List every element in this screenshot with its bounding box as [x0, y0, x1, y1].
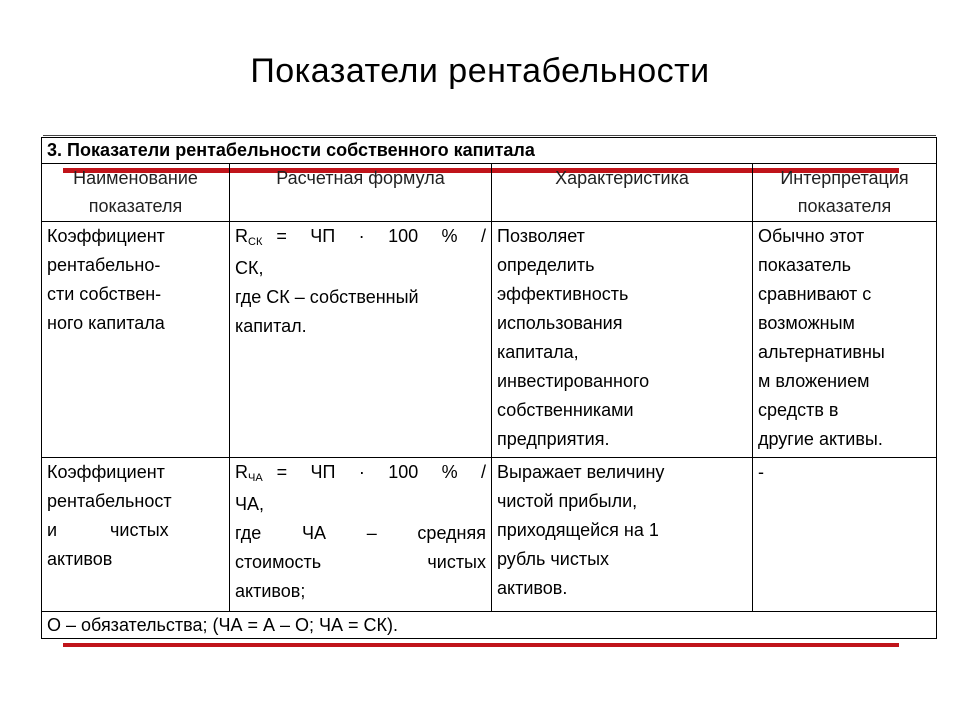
interpretation-cell: [753, 458, 937, 612]
header-formula: Расчетная формула: [230, 164, 492, 222]
formula-subscript: СК: [248, 236, 263, 248]
formula-line: ЧА,: [235, 494, 265, 514]
footnote: О – обязательства; (ЧА = А – О; ЧА = СК).: [42, 612, 937, 639]
name-line: рентабельно-: [47, 255, 161, 275]
char-line: капитала,: [497, 342, 579, 362]
formula-expression: = ЧП · 100 % /: [276, 226, 486, 246]
char-line: определить: [497, 255, 595, 275]
char-line: Выражает величину: [497, 462, 665, 482]
formula-symbol: R: [235, 462, 248, 482]
interp-line: сравнивают с: [758, 284, 872, 304]
formula-line: активов;: [235, 581, 306, 601]
interp-line: возможным: [758, 313, 855, 333]
shadow-line-top: [43, 135, 936, 136]
interp-line: Обычно этот: [758, 226, 865, 246]
formula-line: [235, 458, 486, 490]
header-characteristic: Характеристика: [492, 164, 753, 222]
indicators-table: [41, 137, 937, 639]
characteristic-cell: [492, 458, 753, 612]
char-line: эффективность: [497, 284, 629, 304]
char-line: инвестированного: [497, 371, 650, 391]
interp-line: показатель: [758, 255, 852, 275]
formula-symbol: R: [235, 226, 248, 246]
char-line: использования: [497, 313, 623, 333]
header-name: Наименование показателя: [42, 164, 230, 222]
interp-line: -: [758, 462, 764, 482]
footnote-row: [42, 612, 937, 639]
char-line: предприятия.: [497, 429, 610, 449]
section-title: 3. Показатели рентабельности собственного капитала: [42, 138, 937, 164]
formula-line: стоимость чистых: [235, 552, 486, 572]
char-line: приходящейся на 1: [497, 520, 659, 540]
formula-cell: [230, 222, 492, 458]
indicator-name-cell: [42, 222, 230, 458]
section-row: [42, 138, 937, 164]
name-line: и чистых: [47, 520, 169, 540]
header-row: [42, 164, 937, 222]
name-line-spread: [47, 280, 224, 309]
char-line: активов.: [497, 578, 568, 598]
red-accent-bar-bottom: [63, 643, 899, 647]
formula-expression: = ЧП · 100 % /: [276, 462, 486, 482]
name-line: Коэффициент: [47, 226, 165, 246]
formula-line: где ЧА – средняя: [235, 523, 486, 543]
table-row: [42, 222, 937, 458]
interp-line: альтернативны: [758, 342, 885, 362]
formula-line: [235, 222, 486, 254]
formula-line: СК,: [235, 258, 264, 278]
formula-subscript: ЧА: [248, 472, 263, 484]
interp-line: другие активы.: [758, 429, 883, 449]
name-line: рентабельност: [47, 491, 172, 511]
name-line: сти собствен-: [47, 284, 162, 304]
indicator-name-cell: [42, 458, 230, 612]
interp-line: средств в: [758, 400, 839, 420]
page-title: Показатели рентабельности: [250, 52, 710, 90]
characteristic-cell: [492, 222, 753, 458]
table-row: [42, 458, 937, 612]
name-line: ного капитала: [47, 313, 165, 333]
char-line: собственниками: [497, 400, 634, 420]
formula-line: где СК – собственный: [235, 287, 419, 307]
name-line: Коэффициент: [47, 462, 165, 482]
interp-line: м вложением: [758, 371, 870, 391]
name-line: активов: [47, 549, 113, 569]
char-line: Позволяет: [497, 226, 585, 246]
header-interpretation: Интерпретация показателя: [753, 164, 937, 222]
formula-cell: [230, 458, 492, 612]
char-line: чистой прибыли,: [497, 491, 638, 511]
char-line: рубль чистых: [497, 549, 610, 569]
formula-line: капитал.: [235, 316, 307, 336]
interpretation-cell: [753, 222, 937, 458]
